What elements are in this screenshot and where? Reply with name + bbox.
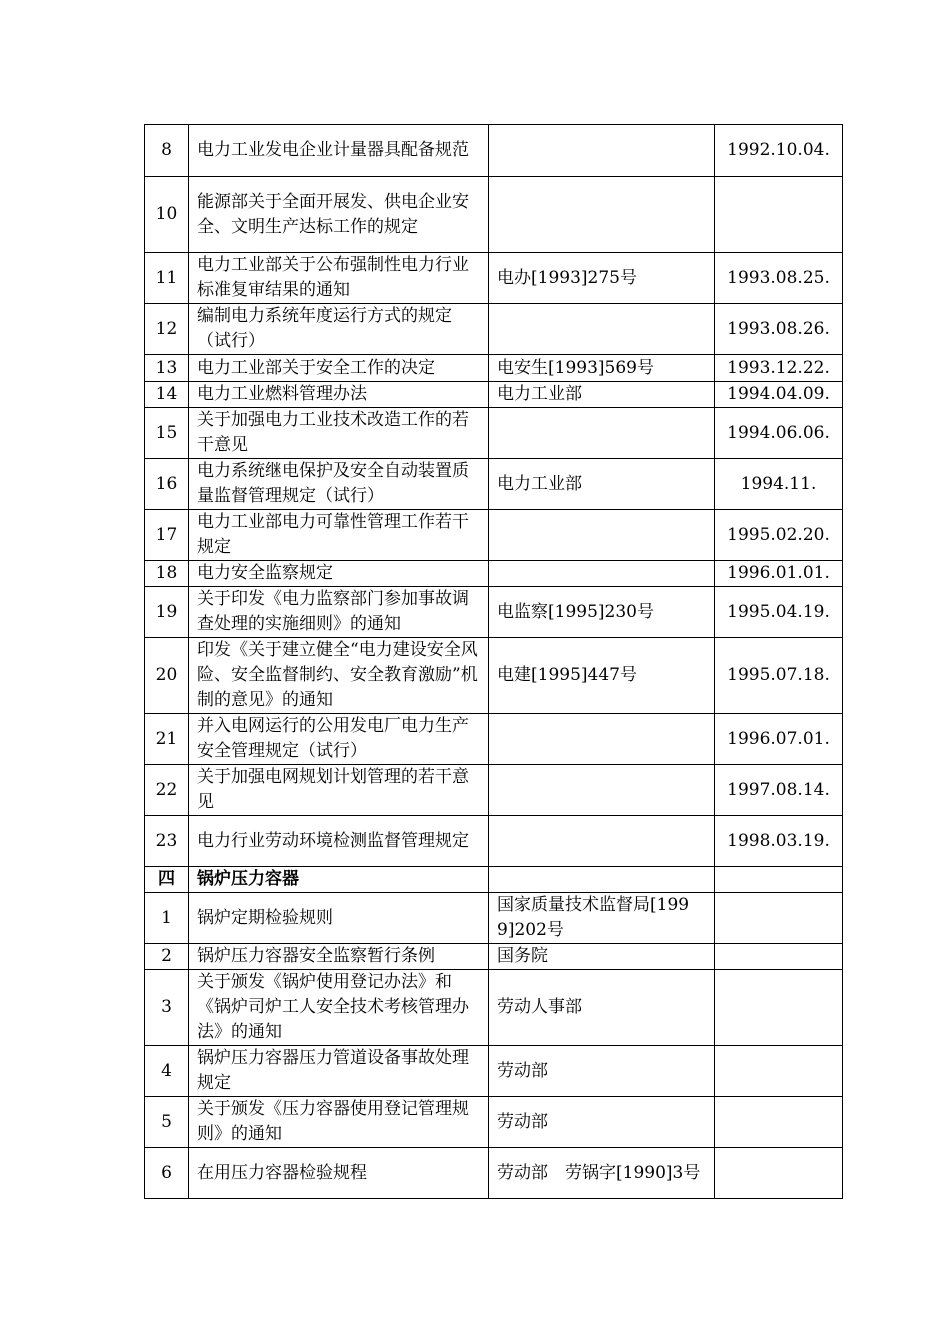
- row-number: 2: [145, 944, 189, 970]
- date-cell: 1995.07.18.: [715, 638, 843, 714]
- date-cell: 1996.07.01.: [715, 714, 843, 765]
- date-cell: 1995.02.20.: [715, 510, 843, 561]
- issuer-cell: [489, 177, 715, 253]
- regulations-table: [144, 124, 843, 1199]
- section-header-row: [145, 867, 843, 893]
- row-number: 6: [145, 1148, 189, 1199]
- regulation-title: 印发《关于建立健全“电力建设安全风险、安全监督制约、安全教育激励”机制的意见》的通知: [189, 638, 489, 714]
- row-number: 23: [145, 816, 189, 867]
- date-cell: [715, 944, 843, 970]
- regulation-title: 锅炉压力容器安全监察暂行条例: [189, 944, 489, 970]
- regulation-title: 电力工业部关于安全工作的决定: [189, 355, 489, 382]
- issuer-cell: 电力工业部: [489, 459, 715, 510]
- regulation-title: 电力工业部关于公布强制性电力行业标准复审结果的通知: [189, 253, 489, 304]
- issuer-cell: [489, 125, 715, 177]
- regulation-title: 编制电力系统年度运行方式的规定（试行）: [189, 304, 489, 355]
- row-number: 4: [145, 1046, 189, 1097]
- issuer-cell: 劳动部: [489, 1097, 715, 1148]
- table-row: [145, 459, 843, 510]
- regulation-title: 锅炉定期检验规则: [189, 893, 489, 944]
- row-number: 3: [145, 970, 189, 1046]
- issuer-cell: [489, 714, 715, 765]
- table-row: [145, 638, 843, 714]
- table-row: [145, 510, 843, 561]
- table-row: [145, 1046, 843, 1097]
- table-row: [145, 125, 843, 177]
- table-row: [145, 355, 843, 382]
- issuer-cell: [489, 304, 715, 355]
- regulation-title: 能源部关于全面开展发、供电企业安全、文明生产达标工作的规定: [189, 177, 489, 253]
- issuer-cell: [489, 510, 715, 561]
- row-number: 14: [145, 382, 189, 408]
- issuer-cell: 劳动部 劳锅字[1990]3号: [489, 1148, 715, 1199]
- row-number: 10: [145, 177, 189, 253]
- table-row: [145, 561, 843, 587]
- date-cell: 1994.11.: [715, 459, 843, 510]
- row-number: 12: [145, 304, 189, 355]
- date-cell: 1994.06.06.: [715, 408, 843, 459]
- section-number: 四: [145, 867, 189, 893]
- table-row: [145, 253, 843, 304]
- row-number: 20: [145, 638, 189, 714]
- table-row: [145, 1097, 843, 1148]
- table-row: [145, 1148, 843, 1199]
- row-number: 19: [145, 587, 189, 638]
- issuer-cell: [489, 765, 715, 816]
- table-row: [145, 765, 843, 816]
- table-row: [145, 177, 843, 253]
- issuer-cell: 劳动部: [489, 1046, 715, 1097]
- table-row: [145, 816, 843, 867]
- row-number: 22: [145, 765, 189, 816]
- regulation-title: 电力行业劳动环境检测监督管理规定: [189, 816, 489, 867]
- issuer-cell: [489, 816, 715, 867]
- date-cell: 1995.04.19.: [715, 587, 843, 638]
- table-row: [145, 408, 843, 459]
- regulation-title: 电力工业部电力可靠性管理工作若干规定: [189, 510, 489, 561]
- section-title: 锅炉压力容器: [189, 867, 489, 893]
- regulation-title: 电力安全监察规定: [189, 561, 489, 587]
- date-cell: 1997.08.14.: [715, 765, 843, 816]
- date-cell: 1993.08.25.: [715, 253, 843, 304]
- row-number: 8: [145, 125, 189, 177]
- row-number: 13: [145, 355, 189, 382]
- table-row: [145, 382, 843, 408]
- table-row: [145, 304, 843, 355]
- date-cell: [715, 1148, 843, 1199]
- row-number: 15: [145, 408, 189, 459]
- issuer-cell: [489, 561, 715, 587]
- date-cell: [715, 970, 843, 1046]
- date-cell: [715, 1046, 843, 1097]
- regulation-title: 电力工业燃料管理办法: [189, 382, 489, 408]
- row-number: 11: [145, 253, 189, 304]
- row-number: 16: [145, 459, 189, 510]
- date-cell: 1996.01.01.: [715, 561, 843, 587]
- date-cell: 1993.12.22.: [715, 355, 843, 382]
- row-number: 21: [145, 714, 189, 765]
- date-cell: 1993.08.26.: [715, 304, 843, 355]
- table-row: [145, 944, 843, 970]
- date-cell: 1998.03.19.: [715, 816, 843, 867]
- table-row: [145, 714, 843, 765]
- date-cell: 1992.10.04.: [715, 125, 843, 177]
- regulation-title: 关于加强电力工业技术改造工作的若干意见: [189, 408, 489, 459]
- date-cell: [715, 893, 843, 944]
- table-row: [145, 893, 843, 944]
- issuer-cell: 电监察[1995]230号: [489, 587, 715, 638]
- table-row: [145, 587, 843, 638]
- regulation-title: 电力系统继电保护及安全自动装置质量监督管理规定（试行）: [189, 459, 489, 510]
- date-cell: [715, 867, 843, 893]
- row-number: 5: [145, 1097, 189, 1148]
- date-cell: [715, 177, 843, 253]
- row-number: 18: [145, 561, 189, 587]
- table-row: [145, 970, 843, 1046]
- issuer-cell: 电力工业部: [489, 382, 715, 408]
- date-cell: 1994.04.09.: [715, 382, 843, 408]
- issuer-cell: 电办[1993]275号: [489, 253, 715, 304]
- regulation-title: 关于颁发《压力容器使用登记管理规则》的通知: [189, 1097, 489, 1148]
- issuer-cell: 国务院: [489, 944, 715, 970]
- regulation-title: 锅炉压力容器压力管道设备事故处理规定: [189, 1046, 489, 1097]
- row-number: 1: [145, 893, 189, 944]
- issuer-cell: 电安生[1993]569号: [489, 355, 715, 382]
- regulation-title: 电力工业发电企业计量器具配备规范: [189, 125, 489, 177]
- regulation-title: 关于加强电网规划计划管理的若干意见: [189, 765, 489, 816]
- issuer-cell: [489, 867, 715, 893]
- regulation-title: 在用压力容器检验规程: [189, 1148, 489, 1199]
- issuer-cell: 电建[1995]447号: [489, 638, 715, 714]
- regulation-title: 关于颁发《锅炉使用登记办法》和《锅炉司炉工人安全技术考核管理办法》的通知: [189, 970, 489, 1046]
- issuer-cell: 劳动人事部: [489, 970, 715, 1046]
- regulation-title: 关于印发《电力监察部门参加事故调查处理的实施细则》的通知: [189, 587, 489, 638]
- regulation-title: 并入电网运行的公用发电厂电力生产安全管理规定（试行）: [189, 714, 489, 765]
- issuer-cell: 国家质量技术监督局[1999]202号: [489, 893, 715, 944]
- row-number: 17: [145, 510, 189, 561]
- date-cell: [715, 1097, 843, 1148]
- issuer-cell: [489, 408, 715, 459]
